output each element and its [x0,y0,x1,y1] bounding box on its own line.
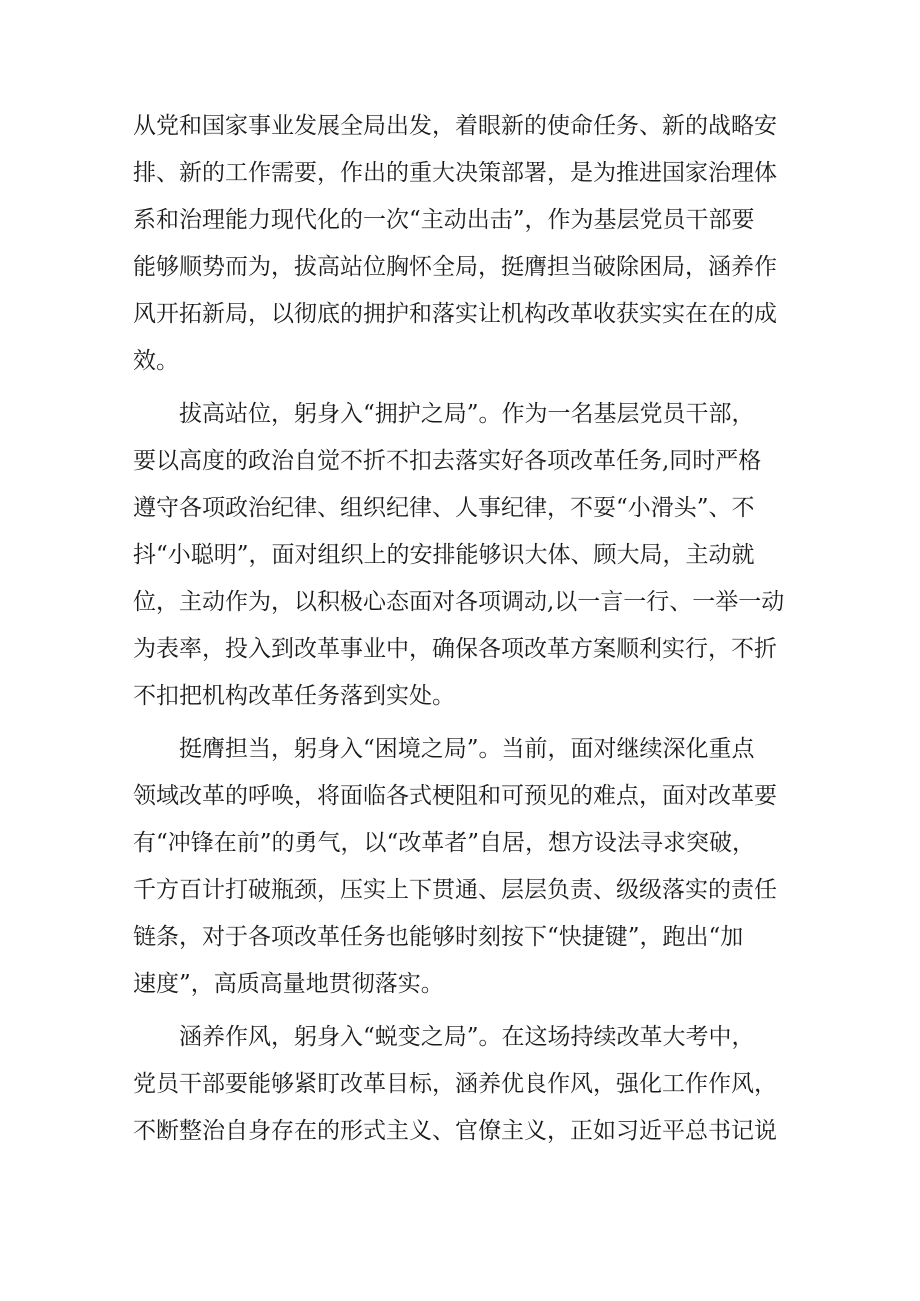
paragraph-transformation [133,1014,788,1155]
text-line: 速度”，高质高量地贯彻落实。 [133,971,444,997]
paragraph-lead-line: 涵养作风，躬身入“蜕变之局”。在这场持续改革大考中， [179,1024,755,1050]
text-line: 风开拓新局，以彻底的拥护和落实让机构改革收获实实在在的成 [133,301,777,327]
text-line: 党员干部要能够紧盯改革目标，涵养优良作风，强化工作作风， [133,1071,777,1097]
text-line: 不断整治自身存在的形式主义、官僚主义，正如习近平总书记说 [133,1118,777,1144]
text-line: 要以高度的政治自觉不折不扣去落实好各项改革任务,同时严格 [133,448,762,474]
text-line: 排、新的工作需要，作出的重大决策部署，是为推进国家治理体 [133,160,777,186]
text-line: 抖“小聪明”，面对组织上的安排能够识大体、顾大局，主动就 [133,542,755,568]
text-line: 领域改革的呼唤，将面临各式梗阻和可预见的难点，面对改革要 [133,783,777,809]
text-line: 效。 [133,348,179,374]
text-line: 能够顺势而为，拔高站位胸怀全局，挺膺担当破除困局，涵养作 [133,254,777,280]
text-line: 链条，对于各项改革任务也能够时刻按下“快捷键”，跑出“加 [133,924,744,950]
paragraph-lead-line: 挺膺担当，躬身入“困境之局”。当前，面对继续深化重点 [179,736,755,762]
paragraph-intro [133,103,788,385]
text-line: 遵守各项政治纪律、组织纪律、人事纪律，不耍“小滑头”、不 [133,495,755,521]
document-body [133,103,788,1155]
text-line: 有“冲锋在前”的勇气，以“改革者”自居，想方设法寻求突破， [133,830,756,856]
paragraph-challenge [133,726,788,1008]
paragraph-support [133,391,788,720]
text-line: 为表率，投入到改革事业中，确保各项改革方案顺利实行，不折 [133,636,777,662]
paragraph-lead-line: 拔高站位，躬身入“拥护之局”。作为一名基层党员干部， [179,401,755,427]
text-line: 位，主动作为，以积极心态面对各项调动,以一言一行、一举一动 [133,589,785,615]
text-line: 从党和国家事业发展全局出发，着眼新的使命任务、新的战略安 [133,113,777,139]
text-line: 不扣把机构改革任务落到实处。 [133,683,455,709]
text-line: 千方百计打破瓶颈，压实上下贯通、层层负责、级级落实的责任 [133,877,777,903]
text-line: 系和治理能力现代化的一次“主动出击”，作为基层党员干部要 [133,207,755,233]
